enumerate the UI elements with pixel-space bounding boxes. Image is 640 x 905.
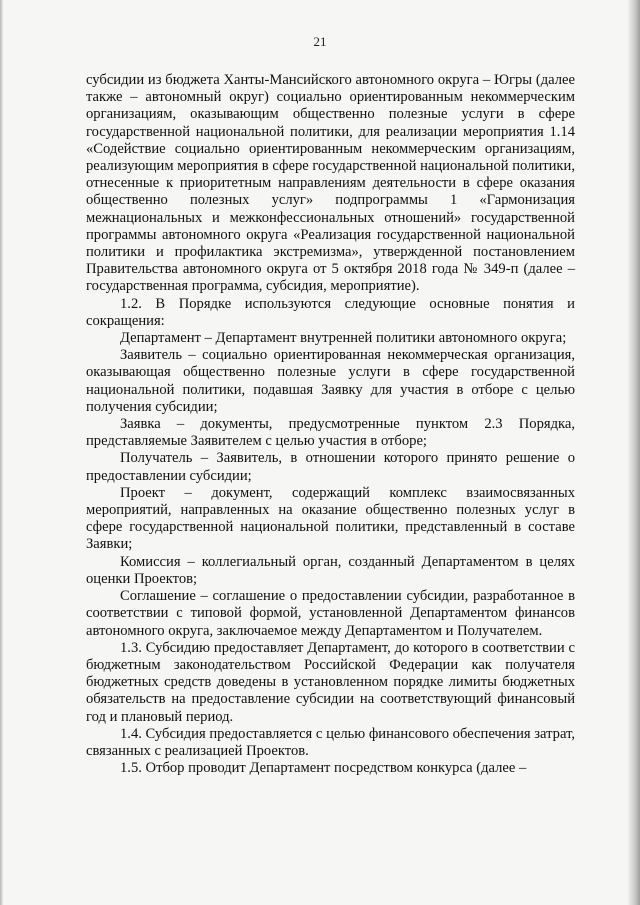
definition-department: Департамент – Департамент внутренней политики автономного округа; bbox=[120, 330, 567, 347]
paragraph-1-3: 1.3. Субсидию предоставляет Департамент, до которого в соответствии с бюджетным законодательством Российской Федерации как получателя бюджетных средств доведены в установленном порядке лимиты бюджетных обязательств на предоставление субсидии на соответствующий финансовый год и плановый период. bbox=[86, 639, 575, 725]
definition-recipient: Получатель – Заявитель, в отношении которого принято решение о предоставлении субсидии; bbox=[86, 450, 575, 484]
definition-project: Проект – документ, содержащий комплекс взаимосвязанных мероприятий, направленных на оказание общественно полезных услуг в сфере государственной национальной политики, представленный в составе Заявки; bbox=[86, 484, 575, 553]
definition-commission: Комиссия – коллегиальный орган, созданный Департаментом в целях оценки Проектов; bbox=[86, 553, 575, 587]
paragraph-1-4: 1.4. Субсидия предоставляется с целью финансового обеспечения затрат, связанных с реализацией Проектов. bbox=[86, 725, 575, 759]
document-body bbox=[86, 72, 575, 777]
paragraph-1-5: 1.5. Отбор проводит Департамент посредством конкурса (далее – bbox=[120, 760, 527, 777]
page-number: 21 bbox=[313, 34, 327, 49]
scan-left-edge bbox=[0, 0, 3, 905]
definition-application: Заявка – документы, предусмотренные пунктом 2.3 Порядка, представляемые Заявителем с целью участия в отборе; bbox=[86, 416, 575, 450]
paragraph-subsidy-purpose: субсидии из бюджета Ханты-Мансийского автономного округа – Югры (далее также – автономный округ) социально ориентированным некоммерческим организациям, оказывающим общественно полезные услуги в сфере государственной национальной политики, для реализации мероприятия 1.14 «Содействие социально ориентированным некоммерческим организациям, реализующим мероприятия в сфере государственной национальной политики, отнесенные к приоритетным направлениям деятельности в сфере оказания общественно полезных услуг» подпрограммы 1 «Гармонизация межнациональных и межконфессиональных отношений» государственной программы автономного округа «Реализация государственной национальной политики и профилактика экстремизма», утвержденной постановлением Правительства автономного округа от 5 октября 2018 года № 349-п (далее – государственная программа, субсидия, мероприятие). bbox=[86, 72, 575, 295]
definition-applicant: Заявитель – социально ориентированная некоммерческая организация, оказывающая общественно полезные услуги в сфере государственной национальной политики, подавшая Заявку для участия в отборе с целью получения субсидии; bbox=[86, 347, 575, 415]
scan-right-edge bbox=[628, 0, 640, 905]
paragraph-1-2: 1.2. В Порядке используются следующие основные понятия и сокращения: bbox=[86, 295, 575, 329]
definition-agreement: Соглашение – соглашение о предоставлении субсидии, разработанное в соответствии с типовой формой, установленной Департаментом финансов автономного округа, заключаемое между Департаментом и Получателем. bbox=[86, 588, 575, 639]
